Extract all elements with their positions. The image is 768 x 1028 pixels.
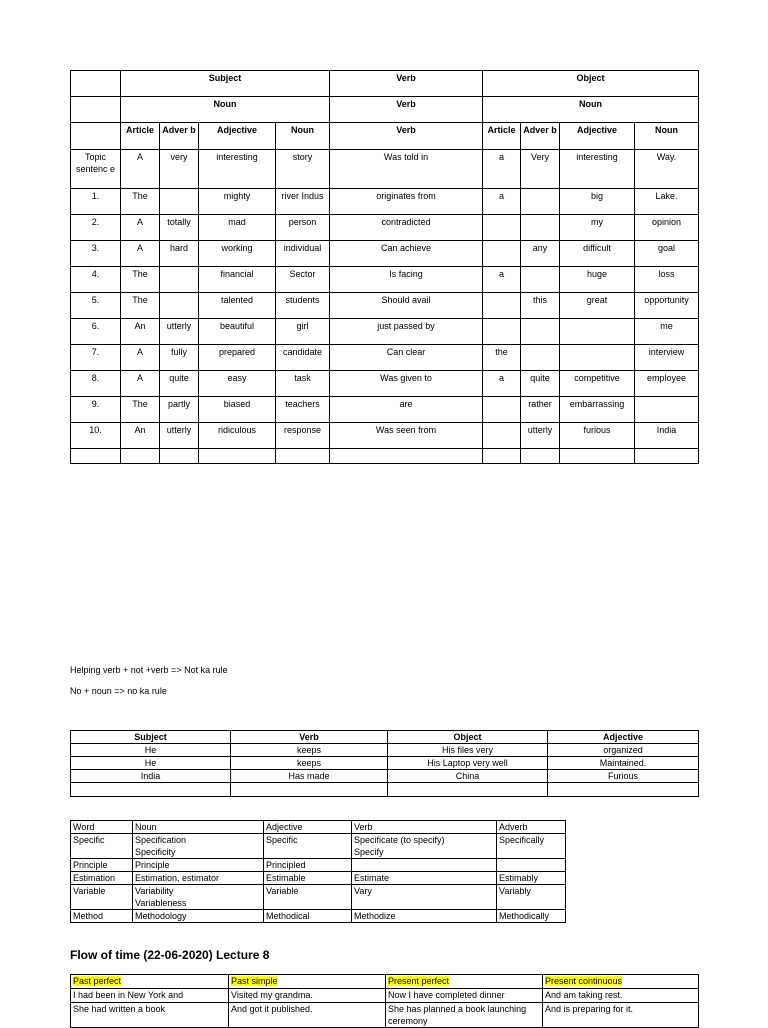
table-cell: Variableness [133,897,264,910]
table-cell: furious [560,423,635,449]
table-cell: The [121,267,160,293]
table-cell [71,449,121,464]
table-row [71,189,699,215]
table-cell: story [276,150,330,189]
col-header: Adver b [521,123,560,150]
table-row [71,872,566,885]
table-row [71,859,566,872]
table-cell: 9. [71,397,121,423]
table-cell: partly [160,397,199,423]
table-cell: embarrassing [560,397,635,423]
table-row [71,267,699,293]
table-row [71,910,566,923]
table-cell: Sector [276,267,330,293]
table-cell: quite [160,371,199,397]
table-cell: Estimable [264,872,352,885]
table-cell: employee [635,371,699,397]
table-row [71,215,699,241]
table-cell: Was given to [330,371,483,397]
table-cell [483,293,521,319]
table-cell: fully [160,345,199,371]
table-cell: a [483,150,521,189]
table-cell [352,859,497,872]
table-cell: teachers [276,397,330,423]
corner-cell [71,71,121,97]
corner-cell [71,97,121,123]
table-cell: quite [521,371,560,397]
table-cell [121,449,160,464]
table-cell: Estimate [352,872,497,885]
table-cell: India [635,423,699,449]
col-header [386,975,543,989]
table-cell: goal [635,241,699,267]
table-cell: Visited my grandma. [229,989,386,1003]
table-cell: working [199,241,276,267]
table-cell [560,345,635,371]
table-row [71,885,566,898]
table-cell: prepared [199,345,276,371]
table-cell: India [71,770,231,783]
table-cell: utterly [521,423,560,449]
table-cell: Estimation, estimator [133,872,264,885]
table-cell: Specifically [497,834,566,847]
table-cell: Principled [264,859,352,872]
table-cell: Specification [133,834,264,847]
table-cell: utterly [160,423,199,449]
table-row [71,150,699,189]
table-cell: contradicted [330,215,483,241]
table-cell [521,319,560,345]
table-cell: 8. [71,371,121,397]
svo-table [70,730,699,797]
table-cell: person [276,215,330,241]
table-cell: Very [521,150,560,189]
table-cell: Variable [71,885,133,898]
table-cell: organized [548,744,699,757]
col-header: Adjective [264,821,352,834]
table-cell: interesting [560,150,635,189]
table-cell: loss [635,267,699,293]
table-cell: girl [276,319,330,345]
table-cell: Methodize [352,910,497,923]
table-cell: Was told in [330,150,483,189]
table-cell: 3. [71,241,121,267]
col-header [543,975,699,989]
table-cell [483,241,521,267]
table-row [71,293,699,319]
col-header: Adjective [548,731,699,744]
col-header: Article [483,123,521,150]
table-cell: mighty [199,189,276,215]
header-object-noun: Noun [483,97,699,123]
table-cell: Methodical [264,910,352,923]
table-row [71,783,699,797]
table-cell: ridiculous [199,423,276,449]
table-cell: He [71,757,231,770]
col-header: Verb [352,821,497,834]
table-cell: 6. [71,319,121,345]
table-cell: A [121,150,160,189]
table-cell: interesting [199,150,276,189]
header-verb: Verb [330,71,483,97]
table-row [71,345,699,371]
table-cell: candidate [276,345,330,371]
col-header: Adverb [497,821,566,834]
table-cell: Topic sentenc e [71,150,121,189]
table-cell: mad [199,215,276,241]
table-cell: rather [521,397,560,423]
table-cell: She has planned a book launching ceremony [386,1003,543,1028]
table-cell: task [276,371,330,397]
table-cell: Methodology [133,910,264,923]
header-subject: Subject [121,71,330,97]
rule-note: Helping verb + not +verb => Not ka rule [70,665,228,675]
table-cell [231,783,388,797]
col-header: Article [121,123,160,150]
table-row [71,319,699,345]
table-cell: utterly [160,319,199,345]
table-cell: An [121,319,160,345]
table-row [71,989,699,1003]
table-cell [330,449,483,464]
table-cell [483,449,521,464]
table-cell: students [276,293,330,319]
table-cell [560,449,635,464]
table-cell [483,319,521,345]
table-cell: Principle [133,859,264,872]
table-cell [521,267,560,293]
table-cell: Is facing [330,267,483,293]
col-header: Adver b [160,123,199,150]
table-cell [264,846,352,859]
table-row [71,241,699,267]
table-row [71,449,699,464]
table-cell: And got it published. [229,1003,386,1028]
table-cell: Estimation [71,872,133,885]
table-cell: An [121,423,160,449]
table-cell: Maintained. [548,757,699,770]
table-cell [199,449,276,464]
table-cell: His Laptop very well [388,757,548,770]
table-cell: A [121,215,160,241]
table-row [71,757,699,770]
table-cell [483,423,521,449]
table-cell: the [483,345,521,371]
col-header: Noun [635,123,699,150]
table-cell: Can clear [330,345,483,371]
table-cell: Now I have completed dinner [386,989,543,1003]
table-cell: Variably [497,885,566,898]
table-cell: huge [560,267,635,293]
table-cell [483,215,521,241]
word-forms-table [70,820,566,923]
table-cell: Way. [635,150,699,189]
table-cell: Methodically [497,910,566,923]
table-cell: river Indus [276,189,330,215]
table-cell: 2. [71,215,121,241]
table-cell [160,293,199,319]
table-cell: Variable [264,885,352,898]
table-row [71,397,699,423]
flow-of-time-table [70,974,699,1028]
table-cell: Specific [264,834,352,847]
table-row [71,897,566,910]
table-cell: Principle [71,859,133,872]
table-cell: 5. [71,293,121,319]
table-cell: And am taking rest. [543,989,699,1003]
col-header [229,975,386,989]
table-cell: opportunity [635,293,699,319]
table-cell: He [71,744,231,757]
highlighted-header: Past simple [231,976,278,986]
table-cell: Was seen from [330,423,483,449]
table-cell [521,449,560,464]
col-header: Noun [133,821,264,834]
col-header: Verb [231,731,388,744]
table-cell: interview [635,345,699,371]
table-cell [521,215,560,241]
table-cell [71,783,231,797]
table-cell [497,859,566,872]
table-cell: hard [160,241,199,267]
table-cell: difficult [560,241,635,267]
table-cell: Lake. [635,189,699,215]
table-cell: I had been in New York and [71,989,229,1003]
table-cell: very [160,150,199,189]
table-cell: a [483,267,521,293]
table-cell: competitive [560,371,635,397]
table-cell [71,846,133,859]
table-cell [635,397,699,423]
table-cell: Specific [71,834,133,847]
col-header [71,975,229,989]
table-cell: 10. [71,423,121,449]
col-header: Adjective [199,123,276,150]
table-cell: beautiful [199,319,276,345]
table-cell: Method [71,910,133,923]
table-cell [71,897,133,910]
table-cell [521,345,560,371]
table-cell: response [276,423,330,449]
table-cell [160,449,199,464]
table-cell: Specificity [133,846,264,859]
table-cell: China [388,770,548,783]
table-cell: Has made [231,770,388,783]
table-cell [160,267,199,293]
table-cell: big [560,189,635,215]
table-cell [264,897,352,910]
header-object: Object [483,71,699,97]
table-cell [560,319,635,345]
table-row [71,744,699,757]
header-verb-verb: Verb [330,97,483,123]
table-cell: A [121,241,160,267]
table-cell: originates from [330,189,483,215]
table-cell: opinion [635,215,699,241]
highlighted-header: Past perfect [73,976,122,986]
grammar-table [70,70,699,464]
table-cell: 7. [71,345,121,371]
table-cell: Can achieve [330,241,483,267]
col-header: Word [71,821,133,834]
table-cell: talented [199,293,276,319]
table-row [71,770,699,783]
table-cell: a [483,189,521,215]
section-heading: Flow of time (22-06-2020) Lecture 8 [70,948,270,962]
table-cell: His files very [388,744,548,757]
table-row [71,846,566,859]
table-cell: A [121,345,160,371]
col-header: Noun [276,123,330,150]
table-cell [352,897,497,910]
col-header: Object [388,731,548,744]
col-header: Verb [330,123,483,150]
table-cell: biased [199,397,276,423]
table-cell [160,189,199,215]
table-cell: financial [199,267,276,293]
table-cell: easy [199,371,276,397]
table-cell: Specificate (to specify) [352,834,497,847]
table-row [71,834,566,847]
table-cell: any [521,241,560,267]
table-cell [497,846,566,859]
table-cell [388,783,548,797]
table-cell: Variability [133,885,264,898]
table-cell [635,449,699,464]
table-cell: individual [276,241,330,267]
table-row [71,423,699,449]
col-header: Subject [71,731,231,744]
table-cell: Furious [548,770,699,783]
table-cell [521,189,560,215]
highlighted-header: Present continuous [545,976,623,986]
table-cell: A [121,371,160,397]
table-cell: She had written a book [71,1003,229,1028]
rule-note: No + noun => no ka rule [70,686,167,696]
table-cell: Vary [352,885,497,898]
table-cell: me [635,319,699,345]
table-cell: The [121,189,160,215]
table-cell: my [560,215,635,241]
table-cell [483,397,521,423]
table-cell [497,897,566,910]
col-header: Adjective [560,123,635,150]
table-cell: And is preparing for it. [543,1003,699,1028]
table-cell: Should avail [330,293,483,319]
table-cell: 4. [71,267,121,293]
highlighted-header: Present perfect [388,976,450,986]
table-cell: great [560,293,635,319]
table-row [71,371,699,397]
table-cell: just passed by [330,319,483,345]
table-cell: totally [160,215,199,241]
table-cell: The [121,397,160,423]
table-cell: are [330,397,483,423]
table-cell: Specify [352,846,497,859]
table-cell [276,449,330,464]
table-cell: 1. [71,189,121,215]
table-cell: Estimably [497,872,566,885]
table-cell [548,783,699,797]
table-cell: keeps [231,757,388,770]
header-subject-noun: Noun [121,97,330,123]
table-cell: a [483,371,521,397]
table-cell: keeps [231,744,388,757]
corner-cell [71,123,121,150]
table-cell: The [121,293,160,319]
table-cell: this [521,293,560,319]
